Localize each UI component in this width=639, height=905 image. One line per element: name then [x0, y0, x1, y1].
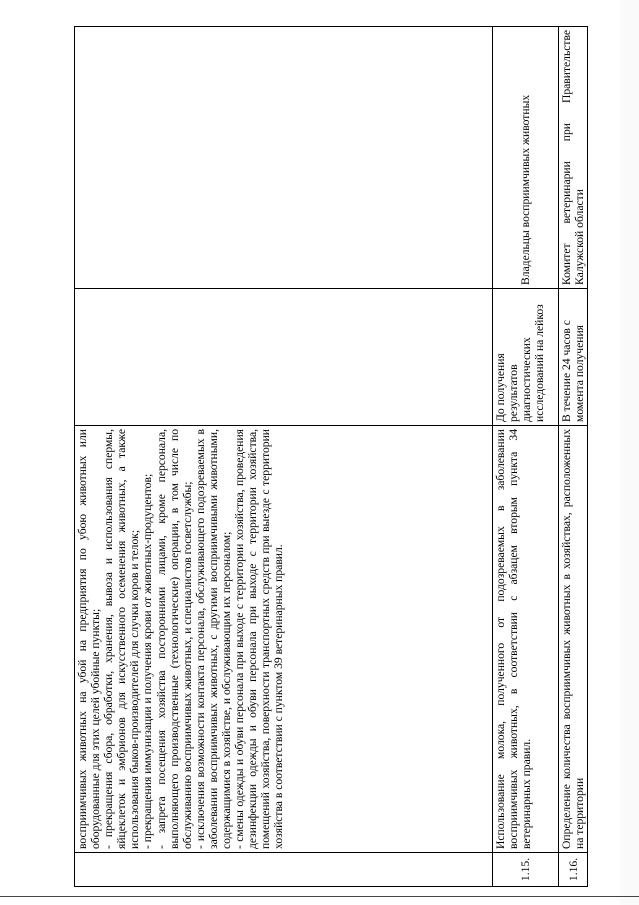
- term-cell: До получения результатов диагностических исследований на лейкоз: [493, 289, 559, 426]
- table-row: [559, 27, 588, 887]
- scan-bottom-edge: [0, 896, 639, 897]
- measure-cell: [75, 426, 493, 853]
- term-cell: В течение 24 часов с момента получения: [559, 289, 588, 426]
- responsible-cell: Комитет ветеринарии при Правительстве Калужской области: [559, 27, 588, 289]
- measure-paragraph: - исключения возможности контакта персонала, обслуживающего подозреваемых в заболевании восприимчивых животных, с другими восприимчивыми животными, содержащимися в хозяйстве, и обслуживающим их персоналом;: [193, 429, 234, 849]
- measure-paragraph: - прекращения иммунизации и получения крови от животных-продуцентов;: [141, 473, 155, 849]
- term-cell: [75, 289, 493, 426]
- measure-paragraph: Использование молока, полученного от подозреваемых в заболевании восприимчивых животных, в соответствии с абзацем вторым пункта 34 ветеринарных правил.: [494, 429, 534, 849]
- rotated-table-wrapper: [74, 27, 587, 887]
- measures-table: [74, 26, 588, 887]
- measure-cell: [559, 426, 588, 853]
- measure-cell: [493, 426, 559, 853]
- scan-margin: [620, 0, 639, 905]
- table-row: [75, 27, 493, 887]
- measure-paragraph: - прекращения сбора, обработки, хранения, вывоза и использования спермы, яйцеклеток и эмбрионов для искусственного осеменения животных, а также использования быков-производителей для случки коров и телок;: [102, 429, 142, 849]
- table-row: [493, 27, 559, 887]
- row-number: 1.16.: [559, 853, 588, 887]
- responsible-cell: [75, 27, 493, 289]
- row-number: [75, 853, 493, 887]
- measure-paragraph: Определение количества восприимчивых животных в хозяйствах, расположенных на территории: [560, 429, 587, 849]
- responsible-cell: Владельцы восприимчивых животных: [493, 27, 559, 289]
- measure-paragraph: - смены одежды и обуви персонала при выходе с территории хозяйства, проведения дезинфекции одежды и обуви персонала при выходе с территории хозяйства, помещений хозяйства, поверхности транспортных средств при выезде с территории хозяйства в соответствии с пунктом 39 ветеринарных правил.: [233, 429, 286, 849]
- row-number: 1.15.: [493, 853, 559, 887]
- measure-paragraph: - запрета посещения хозяйства посторонними лицами, кроме персонала, выполняющего производственные (технологические) операции, в том числе по обслуживанию восприимчивых животных, и специалистов госветслужбы;: [154, 429, 194, 849]
- measure-paragraph: восприимчивых животных на убой на предприятия по убою животных или оборудованные для этих целей убойные пункты;: [76, 429, 103, 849]
